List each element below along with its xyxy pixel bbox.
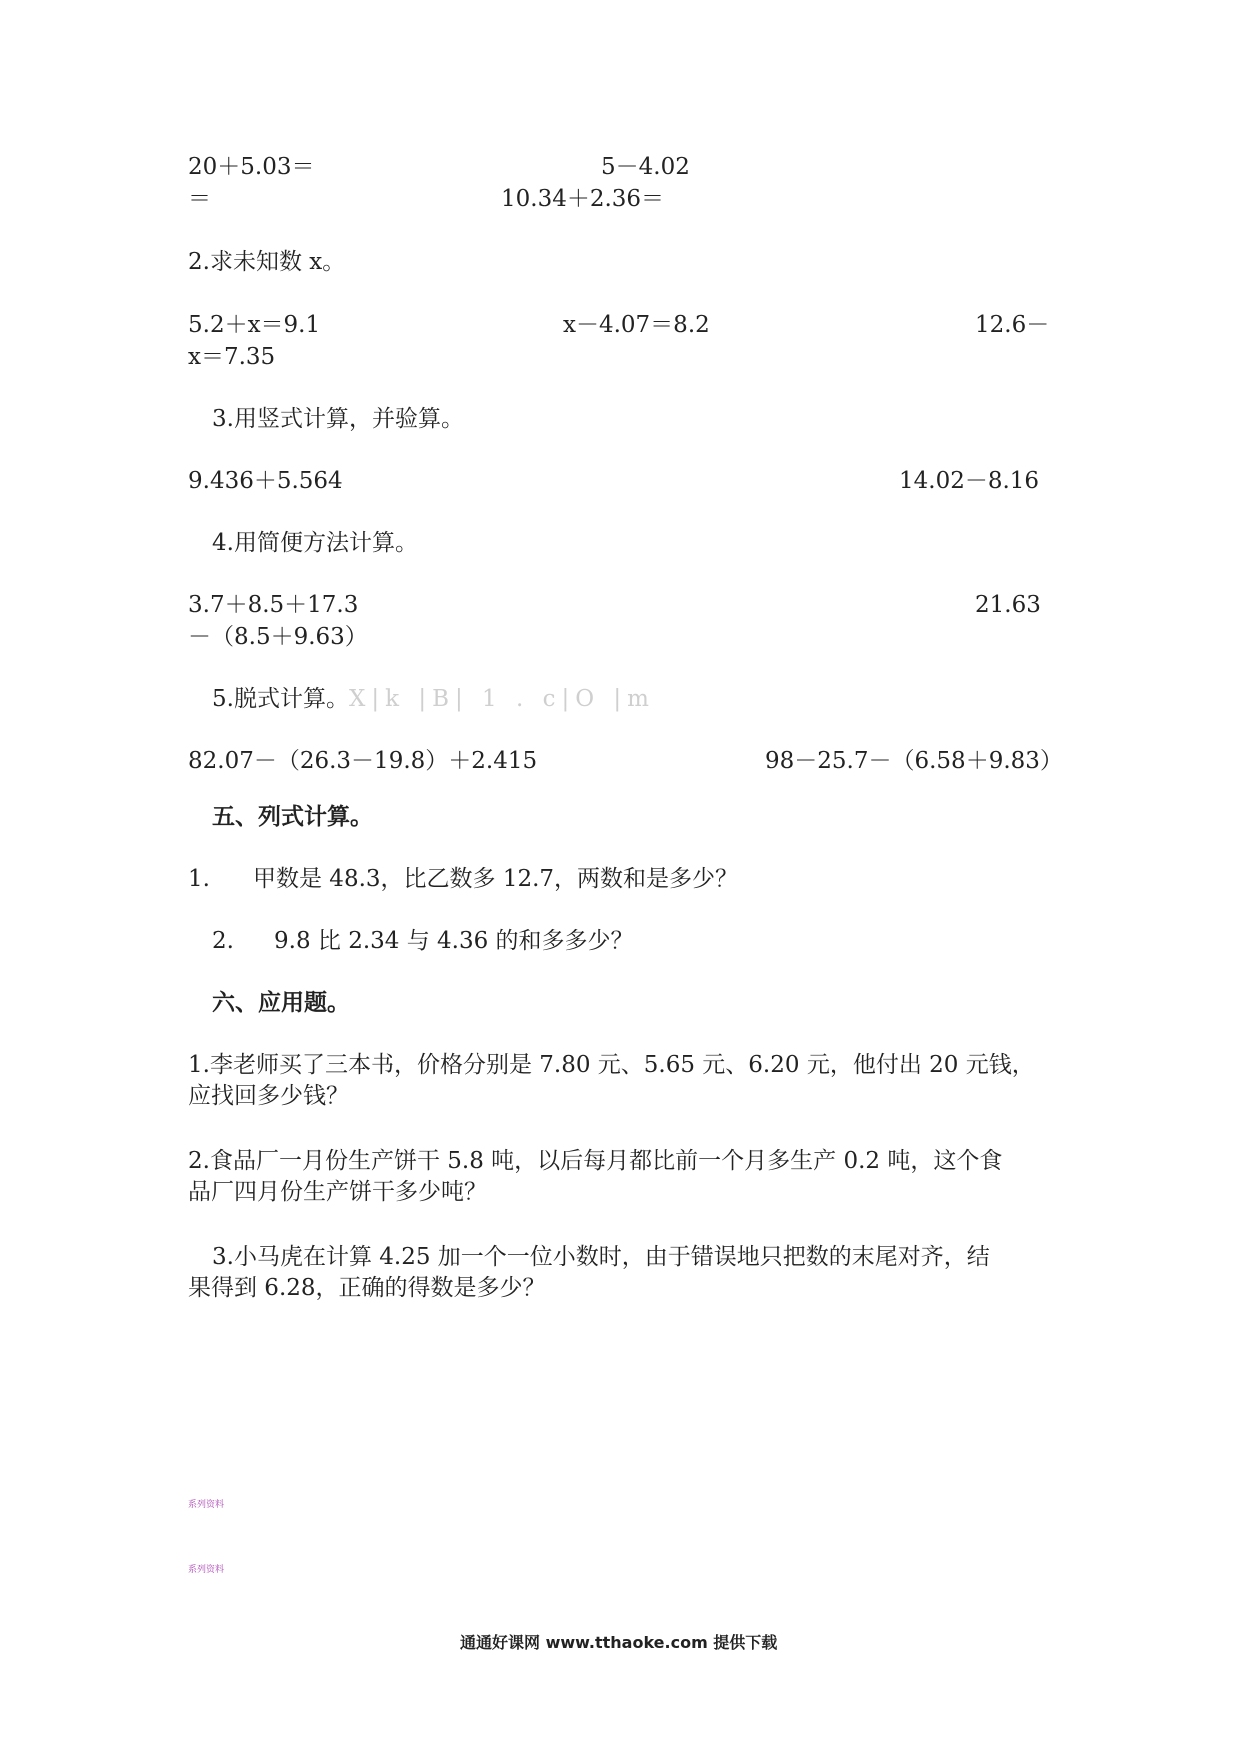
q2-eq1: 5.2＋x＝9.1 bbox=[188, 312, 321, 338]
watermark-text: X|k |B| 1 . c|O |m bbox=[348, 686, 655, 712]
series-material-mark-1: 系列资料 bbox=[188, 1500, 225, 1510]
q4-expr1: 3.7＋8.5＋17.3 bbox=[188, 592, 359, 618]
app-q1-line2: 应找回多少钱？ bbox=[188, 1083, 349, 1109]
app-q3-line1: 3.小马虎在计算 4.25 加一个一位小数时，由于错误地只把数的末尾对齐，结 bbox=[212, 1244, 990, 1270]
q4-expr2-part2: －（8.5＋9.63） bbox=[188, 624, 368, 650]
expr-equals: ＝ bbox=[188, 186, 211, 212]
q5-expr1: 82.07－（26.3－19.8）＋2.415 bbox=[188, 748, 538, 774]
section-5-heading: 五、列式计算。 bbox=[212, 803, 373, 830]
q2-eq3-part1: 12.6－ bbox=[975, 312, 1050, 338]
sec5-item1-text: 甲数是 48.3，比乙数多 12.7，两数和是多少？ bbox=[253, 866, 739, 892]
sec5-item1-number: 1. bbox=[188, 866, 210, 892]
q5-title-text: 5.脱式计算。 bbox=[212, 686, 349, 712]
app-q2-line1: 2.食品厂一月份生产饼干 5.8 吨，以后每月都比前一个月多生产 0.2 吨，这个食 bbox=[188, 1148, 1003, 1174]
app-q2-line2: 品厂四月份生产饼干多少吨？ bbox=[188, 1179, 487, 1205]
app-q1-line1: 1.李老师买了三本书，价格分别是 7.80 元、5.65 元、6.20 元，他付出 20 元钱， bbox=[188, 1052, 1035, 1078]
app-q3-line2: 果得到 6.28，正确的得数是多少？ bbox=[188, 1275, 546, 1301]
q2-title: 2.求未知数 x。 bbox=[188, 249, 346, 275]
section-6-heading: 六、应用题。 bbox=[212, 989, 350, 1016]
page-footer: 通通好课网 www.tthaoke.com 提供下载 bbox=[460, 1633, 778, 1652]
sec5-item2-text: 9.8 比 2.34 与 4.36 的和多多少？ bbox=[274, 928, 634, 954]
q2-eq2: x－4.07＝8.2 bbox=[563, 312, 710, 338]
q3-expr2: 14.02－8.16 bbox=[899, 468, 1040, 494]
q4-expr2-part1: 21.63 bbox=[975, 592, 1041, 618]
q3-title: 3.用竖式计算，并验算。 bbox=[212, 406, 464, 432]
q4-title: 4.用简便方法计算。 bbox=[212, 530, 418, 556]
expr-5-minus-4-02: 5－4.02 bbox=[601, 154, 690, 180]
q3-expr1: 9.436＋5.564 bbox=[188, 468, 343, 494]
q2-eq3-part2: x＝7.35 bbox=[188, 344, 276, 370]
expr-20-plus-5-03: 20＋5.03＝ bbox=[188, 154, 315, 180]
sec5-item2-number: 2. bbox=[212, 928, 234, 954]
series-material-mark-2: 系列资料 bbox=[188, 1565, 225, 1575]
q5-title bbox=[212, 684, 655, 714]
q5-expr2: 98－25.7－（6.58＋9.83） bbox=[765, 748, 1063, 774]
expr-10-34-plus-2-36: 10.34＋2.36＝ bbox=[501, 186, 665, 212]
